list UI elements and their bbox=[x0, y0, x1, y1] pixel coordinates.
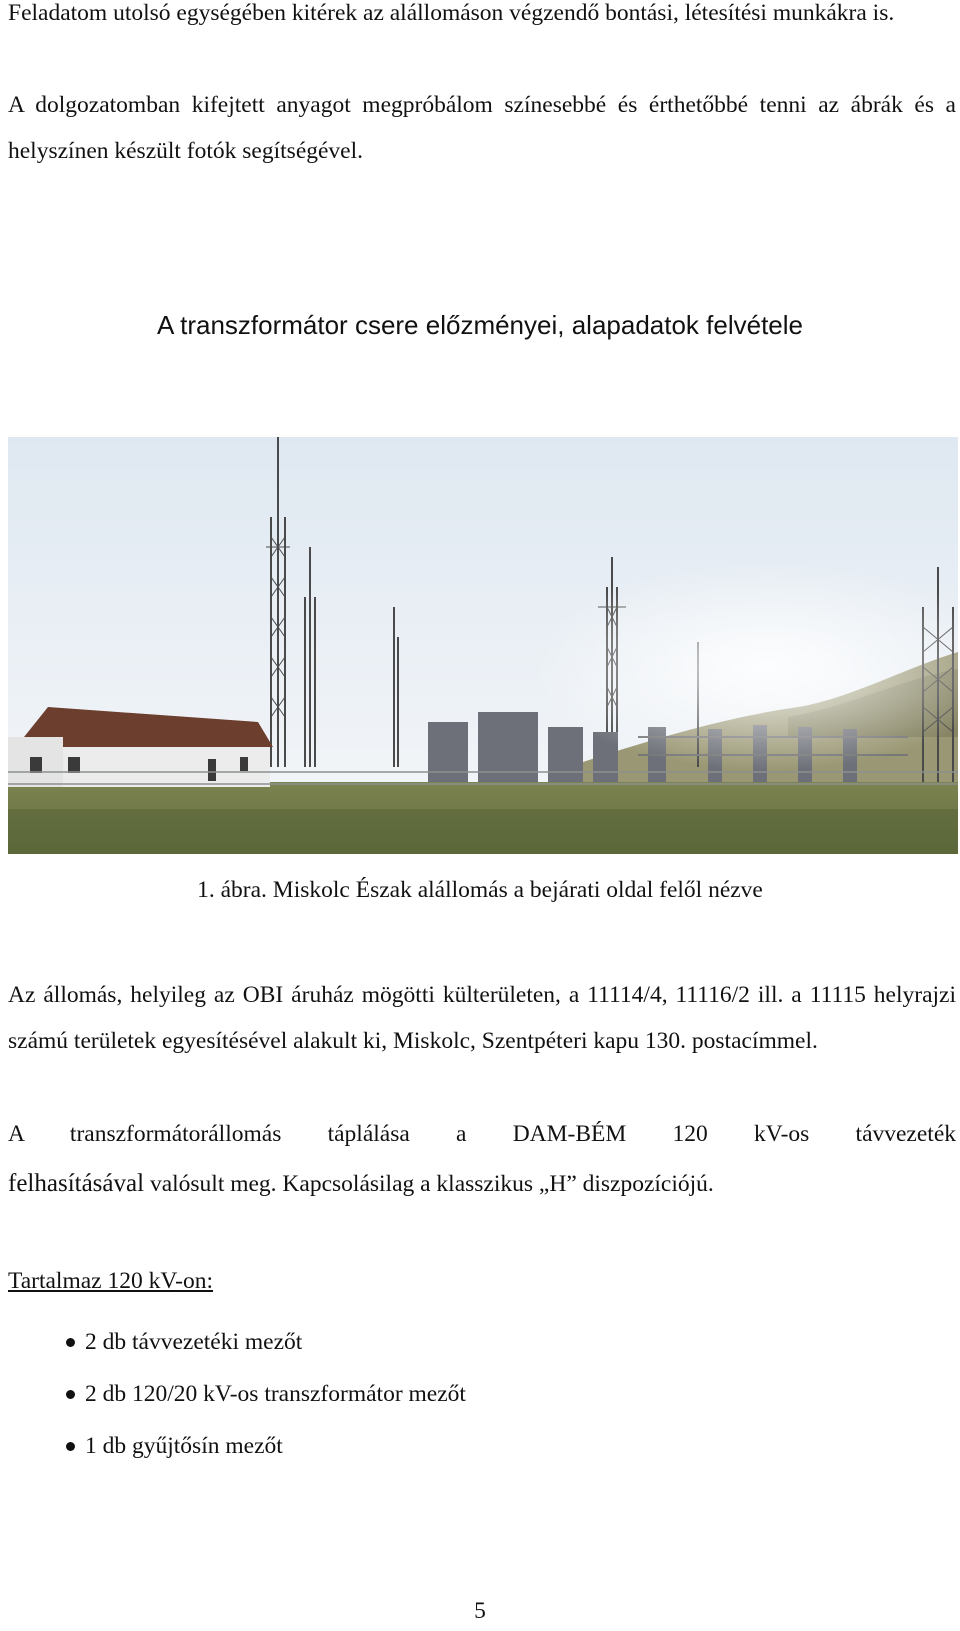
location-paragraph: Az állomás, helyileg az OBI áruház mögötti külterületen, a 11114/4, 11116/2 ill. a 11115 helyrajzi számú területek egyesítésével alakult ki, Miskolc, Szentpéteri kapu 130. postacímmel. bbox=[8, 982, 956, 1054]
list-item-text: 1 db gyűjtősín mezőt bbox=[85, 1432, 283, 1459]
supply-line-2-rest: valósult meg. Kapcsolásilag a klasszikus „H” diszpozíciójú. bbox=[144, 1171, 714, 1197]
list-item-text: 2 db távvezetéki mezőt bbox=[85, 1328, 303, 1355]
section-heading: A transzformátor csere előzményei, alapadatok felvétele bbox=[156, 310, 803, 340]
bullet-icon bbox=[66, 1442, 75, 1451]
supply-line-2-emph: felhasításával bbox=[8, 1170, 145, 1197]
bullet-icon bbox=[66, 1338, 75, 1347]
substation-photo bbox=[8, 437, 958, 854]
bay-list bbox=[66, 1316, 466, 1472]
supply-line-2 bbox=[8, 1159, 956, 1209]
list-item-text: 2 db 120/20 kV-os transzformátor mezőt bbox=[85, 1380, 466, 1407]
intro-paragraph-1: Feladatom utolsó egységében kitérek az alállomáson végzendő bontási, létesítési munkákra is. bbox=[8, 0, 895, 26]
list-item bbox=[66, 1368, 466, 1420]
figure-caption: 1. ábra. Miskolc Észak alállomás a bejárati oldal felől nézve bbox=[197, 877, 763, 903]
supply-line-1: A transzformátorállomás táplálása a DAM-BÉM 120 kV-os távvezeték bbox=[8, 1121, 956, 1147]
page-number: 5 bbox=[474, 1598, 486, 1624]
list-heading: Tartalmaz 120 kV-on: bbox=[8, 1268, 214, 1294]
intro-paragraph-2: A dolgozatomban kifejtett anyagot megpróbálom színesebbé és érthetőbbé tenni az ábrák és a helyszínen készült fotók segítségével. bbox=[8, 92, 956, 164]
supply-paragraph bbox=[8, 1109, 956, 1209]
bullet-icon bbox=[66, 1390, 75, 1399]
list-item bbox=[66, 1420, 466, 1472]
list-item bbox=[66, 1316, 466, 1368]
